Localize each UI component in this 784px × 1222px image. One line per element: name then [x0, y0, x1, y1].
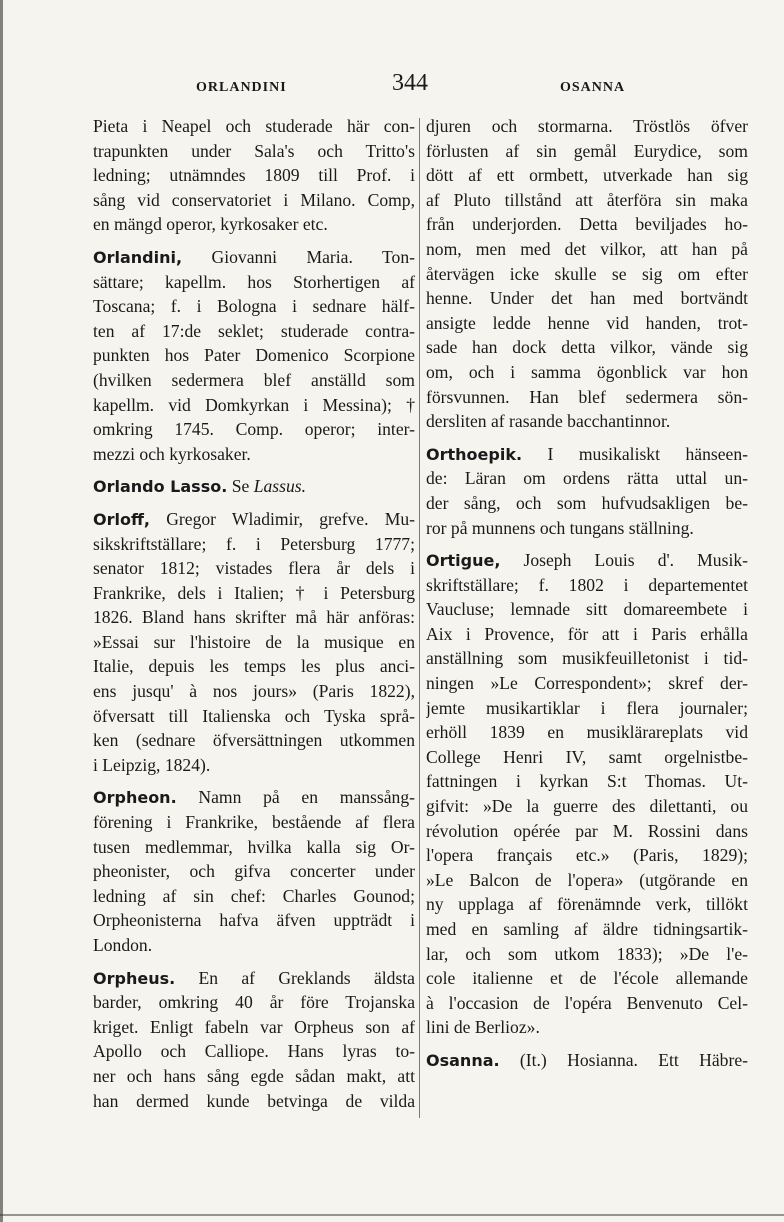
line-text: med en samling af äldre tidningsartik- — [426, 919, 748, 939]
line-text: Italie, depuis les temps les plus anci- — [93, 656, 415, 677]
text-line — [426, 311, 748, 336]
cross-reference: Lassus. — [253, 476, 307, 497]
line-text: trapunkten under Sala's och Tritto's — [93, 140, 415, 161]
line-text: om, och i samma ögonblick var hon — [426, 361, 748, 382]
text-line — [93, 417, 415, 442]
text-line — [426, 671, 748, 696]
line-text: ens jusqu' à nos jours» (Paris 1822), — [93, 681, 415, 702]
text-line — [426, 466, 748, 491]
line-text: révolution opérée par M. Rossini dans — [426, 820, 748, 841]
line-text: London. — [93, 935, 153, 955]
entry-headword: Orloff, — [93, 509, 151, 529]
entry-headword: Ortigue, — [426, 551, 501, 571]
entry-spacer — [426, 1040, 748, 1048]
entry-spacer — [93, 777, 415, 785]
line-text: Aix i Provence, för att i Paris erhålla — [426, 623, 748, 644]
line-text: lar, och som utkom 1833); »De l'e- — [426, 943, 748, 964]
text-line — [93, 1089, 415, 1114]
text-line — [93, 532, 415, 557]
line-text: Vaucluse; lemnade sitt domareembete i — [426, 599, 748, 620]
line-text: Namn på en manssång- — [176, 787, 415, 808]
entry-headword: Orpheon. — [93, 788, 177, 808]
line-text: pheonister, och gifva concerter under — [93, 861, 415, 882]
line-text: cole italienne et de l'école allemande — [426, 968, 748, 989]
line-text: Apollo och Calliope. Hans lyras to- — [93, 1041, 415, 1062]
text-line — [93, 507, 415, 532]
text-line — [426, 1048, 748, 1073]
text-line — [93, 270, 415, 295]
text-line — [93, 966, 415, 991]
line-text: Se — [227, 476, 254, 497]
running-header — [0, 70, 784, 110]
page-edge — [0, 0, 3, 1222]
text-line — [93, 188, 415, 213]
text-line — [93, 139, 415, 164]
text-line — [426, 188, 748, 213]
line-text: ror på munnens och tungans ställning. — [426, 517, 694, 538]
line-text: (It.) Hosianna. Ett Häbre- — [499, 1049, 748, 1070]
line-text: öfversatt till Italienska och Tyska språ- — [93, 705, 415, 726]
text-line — [93, 785, 415, 810]
text-line — [93, 753, 415, 778]
line-text: jemte musikartiklar i flera journaler; — [426, 697, 748, 718]
text-line — [93, 728, 415, 753]
text-line — [426, 491, 748, 516]
text-line — [93, 319, 415, 344]
line-text: dött af ett ormbett, utverkade han sig — [426, 165, 748, 186]
text-line — [426, 843, 748, 868]
text-line — [93, 294, 415, 319]
text-line — [93, 654, 415, 679]
text-line — [93, 810, 415, 835]
line-text: i Leipzig, 1824). — [93, 754, 211, 775]
line-text: »Essai sur l'histoire de la musique en — [93, 631, 415, 652]
text-line — [426, 794, 748, 819]
text-line — [426, 385, 748, 410]
line-text: ten af 17:de seklet; studerade contra- — [93, 320, 415, 341]
text-line — [93, 163, 415, 188]
line-text: återvägen icke skulle se sig om efter — [426, 263, 748, 284]
line-text: försvunnen. Han blef sedermera sön- — [426, 386, 748, 407]
page-number: 344 — [392, 70, 428, 96]
text-line — [93, 704, 415, 729]
line-text: I musikaliskt hänseen- — [522, 443, 748, 464]
line-text: l'opera français etc.» (Paris, 1829); — [426, 845, 748, 866]
header-right-word: OSANNA — [560, 80, 626, 95]
line-text: från underjorden. Detta beviljades ho- — [426, 214, 748, 235]
line-text: dersliten af rasande bacchantinnor. — [426, 411, 671, 432]
line-text: djuren och stormarna. Tröstlös öfver — [426, 116, 748, 136]
line-text: tusen medlemmar, hvilka kalla sig Or- — [93, 836, 415, 857]
line-text: sättare; kapellm. hos Storhertigen af — [93, 271, 415, 292]
text-line — [426, 442, 748, 467]
line-text: ner och hans sång egde sådan makt, att — [93, 1065, 415, 1086]
line-text: »Le Balcon de l'opera» (utgörande en — [426, 869, 748, 890]
text-line — [93, 1064, 415, 1089]
text-line — [426, 917, 748, 942]
line-text: Pieta i Neapel och studerade här con- — [93, 116, 415, 136]
text-line — [93, 442, 415, 467]
text-line — [426, 573, 748, 598]
text-line — [426, 335, 748, 360]
text-line — [93, 245, 415, 270]
entry-headword: Orpheus. — [93, 968, 176, 988]
text-line — [426, 262, 748, 287]
line-text: ken (sednare öfversättningen utkommen — [93, 730, 415, 751]
text-line — [426, 868, 748, 893]
entry-spacer — [93, 499, 415, 507]
line-text: gifvit: »De la guerre des dilettanti, ou — [426, 796, 748, 817]
text-line — [93, 884, 415, 909]
line-text: Joseph Louis d'. Musik- — [500, 550, 748, 571]
text-line — [426, 409, 748, 434]
line-text: barder, omkring 40 år före Trojanska — [93, 992, 415, 1013]
line-text: à l'occasion de l'opéra Benvenuto Cel- — [426, 992, 748, 1013]
line-text: förlusten af sin gemål Eurydice, som — [426, 140, 748, 161]
text-line — [426, 819, 748, 844]
line-text: skriftställare; f. 1802 i departementet — [426, 574, 748, 595]
line-text: Gregor Wladimir, grefve. Mu- — [150, 508, 415, 529]
line-text: der sång, och som hufvudsakligen be- — [426, 492, 748, 513]
text-line — [93, 933, 415, 958]
entry-headword: Orlandini, — [93, 247, 183, 267]
text-line — [93, 679, 415, 704]
entry-spacer — [426, 434, 748, 442]
text-line — [426, 622, 748, 647]
line-text: henne. Under det han med bortvändt — [426, 288, 748, 309]
line-text: kriget. Enligt fabeln var Orpheus son af — [93, 1016, 415, 1037]
text-line — [93, 835, 415, 860]
text-line — [426, 237, 748, 262]
text-line — [93, 212, 415, 237]
text-line — [93, 556, 415, 581]
text-line — [426, 892, 748, 917]
text-line — [93, 908, 415, 933]
line-text: anställning som musikfeuilletonist i tid- — [426, 648, 748, 669]
entry-spacer — [426, 540, 748, 548]
entry-spacer — [93, 466, 415, 474]
line-text: Giovanni Maria. Ton- — [182, 246, 415, 267]
text-line — [93, 393, 415, 418]
line-text: ledning; utnämndes 1809 till Prof. i — [93, 165, 415, 186]
line-text: sikskriftställare; f. i Petersburg 1777; — [93, 533, 415, 554]
text-line — [426, 942, 748, 967]
text-line — [426, 696, 748, 721]
text-line — [93, 368, 415, 393]
text-line — [426, 720, 748, 745]
entry-spacer — [93, 958, 415, 966]
line-text: erhöll 1839 en musiklärareplats vid — [426, 722, 748, 743]
page-edge-bottom — [0, 1214, 784, 1216]
line-text: sång vid conservatoriet i Milano. Comp, — [93, 189, 415, 210]
text-line — [426, 646, 748, 671]
text-line — [426, 745, 748, 770]
line-text: 1826. Bland hans skrifter må här anföras: — [93, 607, 415, 628]
text-line — [426, 139, 748, 164]
text-line — [93, 1039, 415, 1064]
line-text: Toscana; f. i Bologna i sednare hälf- — [93, 296, 415, 317]
text-line — [426, 212, 748, 237]
left-column — [93, 114, 415, 1113]
text-line — [426, 163, 748, 188]
line-text: Orpheonisterna hafva äfven uppträdt i — [93, 910, 415, 931]
line-text: han dermed kunde betvinga de vilda — [93, 1090, 415, 1111]
line-text: senator 1812; vistades flera år dels i — [93, 558, 415, 579]
text-line — [426, 597, 748, 622]
entry-headword: Osanna. — [426, 1050, 500, 1070]
right-column — [426, 114, 748, 1073]
line-text: ledning af sin chef: Charles Gounod; — [93, 885, 415, 906]
text-line — [93, 114, 415, 139]
text-line — [93, 1015, 415, 1040]
text-line — [426, 991, 748, 1016]
text-line — [93, 581, 415, 606]
header-left-word: ORLANDINI — [196, 80, 287, 95]
text-line — [426, 966, 748, 991]
text-line — [426, 769, 748, 794]
text-line — [93, 474, 415, 499]
entry-headword: Orlando Lasso. — [93, 477, 228, 497]
line-text: omkring 1745. Comp. operor; inter- — [93, 419, 415, 440]
line-text: punkten hos Pater Domenico Scorpione — [93, 345, 415, 366]
entry-headword: Orthoepik. — [426, 444, 523, 464]
column-divider — [419, 118, 420, 1118]
line-text: ansigte ledde henne vid handen, trot- — [426, 312, 748, 333]
text-line — [426, 548, 748, 573]
line-text: lini de Berlioz». — [426, 1017, 540, 1038]
text-line — [93, 859, 415, 884]
line-text: ningen »Le Correspondent»; skref der- — [426, 673, 748, 694]
entry-spacer — [93, 237, 415, 245]
text-line — [93, 605, 415, 630]
text-line — [426, 114, 748, 139]
line-text: fattningen i kyrkan S:t Thomas. Ut- — [426, 771, 748, 792]
text-line — [426, 286, 748, 311]
text-line — [93, 990, 415, 1015]
text-line — [426, 516, 748, 541]
text-line — [426, 1015, 748, 1040]
text-line — [93, 343, 415, 368]
line-text: af Pluto tillstånd att återföra sin maka — [426, 189, 748, 210]
line-text: de: Läran om ordens rätta uttal un- — [426, 468, 748, 489]
line-text: (hvilken sedermera blef anställd som — [93, 369, 415, 390]
line-text: förening i Frankrike, bestående af flera — [93, 812, 415, 833]
line-text: nom, men med det vilkor, att han på — [426, 238, 748, 259]
line-text: College Henri IV, samt orgelnistbe- — [426, 746, 748, 767]
line-text: En af Greklands äldsta — [175, 967, 415, 988]
line-text: en mängd operor, kyrkosaker etc. — [93, 214, 328, 235]
line-text: Frankrike, dels i Italien; † i Petersburg — [93, 582, 415, 603]
line-text: mezzi och kyrkosaker. — [93, 443, 251, 464]
text-line — [426, 360, 748, 385]
line-text: sade han dock detta vilkor, vände sig — [426, 337, 748, 358]
line-text: kapellm. vid Domkyrkan i Messina); † — [93, 394, 415, 415]
line-text: ny upplaga af förenämnde verk, tillökt — [426, 894, 748, 915]
text-line — [93, 630, 415, 655]
